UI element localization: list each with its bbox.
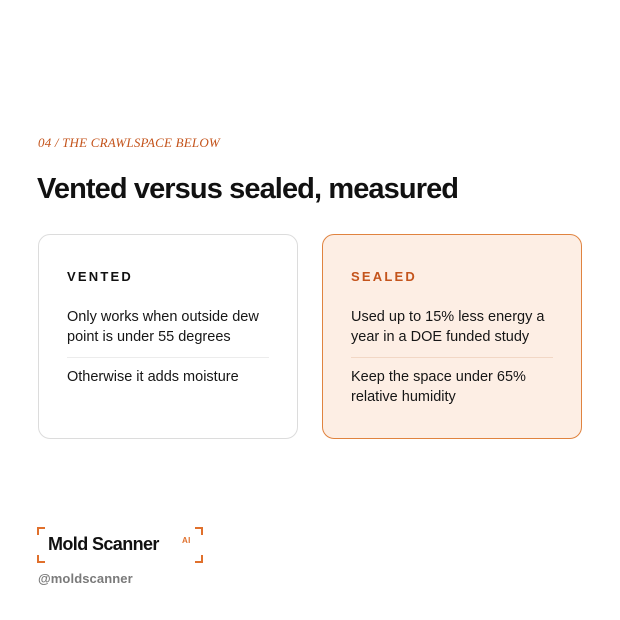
logo-corner-bracket (195, 555, 203, 563)
logo-ai-superscript: AI (182, 536, 191, 545)
vented-card-title: VENTED (67, 269, 133, 284)
vented-point: Otherwise it adds moisture (67, 369, 239, 385)
sealed-card (322, 234, 582, 439)
vented-divider (67, 357, 269, 358)
page-title: Vented versus sealed, measured (37, 173, 459, 205)
vented-point: Only works when outside dew point is under 55 degrees (67, 309, 259, 345)
vented-card (38, 234, 298, 439)
logo-corner-bracket (195, 527, 203, 535)
logo-wordmark: Mold Scanner (48, 534, 159, 554)
logo-corner-bracket (37, 555, 45, 563)
sealed-card-title: SEALED (351, 269, 417, 284)
sealed-point: Keep the space under 65% relative humidity (351, 369, 526, 405)
sealed-divider (351, 357, 553, 358)
brand-logo (37, 527, 203, 563)
section-eyebrow: 04 / THE CRAWLSPACE BELOW (38, 135, 220, 150)
sealed-point: Used up to 15% less energy a year in a DOE funded study (351, 309, 545, 345)
social-handle: @moldscanner (38, 571, 133, 586)
logo-corner-bracket (37, 527, 45, 535)
